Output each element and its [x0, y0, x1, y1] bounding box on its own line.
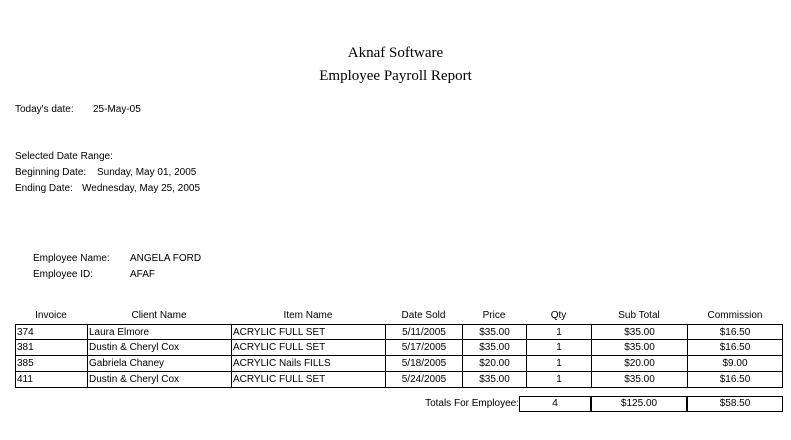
totals-qty: 4: [519, 396, 591, 412]
today-date-label: Today's date:: [15, 104, 74, 115]
employee-name-value: ANGELA FORD: [130, 253, 202, 264]
cell-price: $35.00: [463, 340, 527, 356]
cell-commission: $16.50: [719, 342, 751, 353]
cell-commission: $16.50: [719, 327, 751, 338]
employee-name-label: Employee Name:: [33, 253, 110, 264]
today-date-value: 25-May-05: [93, 104, 141, 115]
cell-invoice: 385: [16, 356, 88, 372]
table-row: [15, 324, 783, 340]
cell-invoice: 381: [16, 340, 88, 356]
cell-item-name: ACRYLIC FULL SET: [232, 372, 386, 388]
cell-commission: $16.50: [719, 374, 751, 385]
header-price: Price: [482, 310, 506, 321]
cell-item-name: ACRYLIC Nails FILLS: [232, 356, 386, 372]
cell-commission: $9.00: [722, 358, 748, 369]
ending-date-label: Ending Date:: [15, 183, 73, 194]
header-invoice: Invoice: [35, 310, 67, 321]
header-item-name: Item Name: [283, 310, 333, 321]
employee-id-label: Employee ID:: [33, 269, 94, 280]
payroll-table: [15, 308, 783, 412]
cell-client-name: Dustin & Cheryl Cox: [88, 372, 232, 388]
cell-client-name: Laura Elmore: [88, 325, 232, 341]
totals-sub-total: $125.00: [591, 396, 687, 412]
cell-date-sold: 5/24/2005: [386, 372, 463, 388]
cell-price: $35.00: [463, 325, 527, 341]
cell-sub-total: $35.00: [592, 340, 688, 356]
beginning-date-value: Sunday, May 01, 2005: [97, 167, 197, 178]
cell-qty: 1: [527, 356, 592, 372]
cell-sub-total: $20.00: [592, 356, 688, 372]
cell-item-name: ACRYLIC FULL SET: [232, 325, 386, 341]
header-date-sold: Date Sold: [401, 310, 446, 321]
cell-date-sold: 5/17/2005: [386, 340, 463, 356]
cell-price: $20.00: [463, 356, 527, 372]
header-commission: Commission: [707, 310, 763, 321]
report-title: Employee Payroll Report: [319, 68, 472, 84]
cell-qty: 1: [527, 340, 592, 356]
cell-item-name: ACRYLIC FULL SET: [232, 340, 386, 356]
cell-date-sold: 5/11/2005: [386, 325, 463, 341]
header-sub-total: Sub Total: [618, 310, 660, 321]
cell-client-name: Gabriela Chaney: [88, 356, 232, 372]
header-client-name: Client Name: [131, 310, 187, 321]
totals-row: [15, 396, 783, 412]
cell-qty: 1: [527, 372, 592, 388]
cell-sub-total: $35.00: [592, 372, 688, 388]
employee-id-value: AFAF: [130, 269, 156, 280]
cell-client-name: Dustin & Cheryl Cox: [88, 340, 232, 356]
ending-date-value: Wednesday, May 25, 2005: [82, 183, 201, 194]
date-range-label: Selected Date Range:: [15, 151, 113, 162]
cell-qty: 1: [527, 325, 592, 341]
table-header: [15, 308, 783, 324]
cell-sub-total: $35.00: [592, 325, 688, 341]
cell-invoice: 374: [16, 325, 88, 341]
cell-price: $35.00: [463, 372, 527, 388]
table-row: [15, 340, 783, 356]
table-row: [15, 372, 783, 388]
company-name: Aknaf Software: [347, 45, 444, 61]
totals-label: Totals For Employee:: [425, 398, 519, 409]
totals-commission: $58.50: [687, 396, 783, 412]
header-qty: Qty: [550, 310, 567, 321]
cell-date-sold: 5/18/2005: [386, 356, 463, 372]
beginning-date-label: Beginning Date:: [15, 167, 87, 178]
cell-invoice: 411: [16, 372, 88, 388]
table-row: [15, 356, 783, 372]
